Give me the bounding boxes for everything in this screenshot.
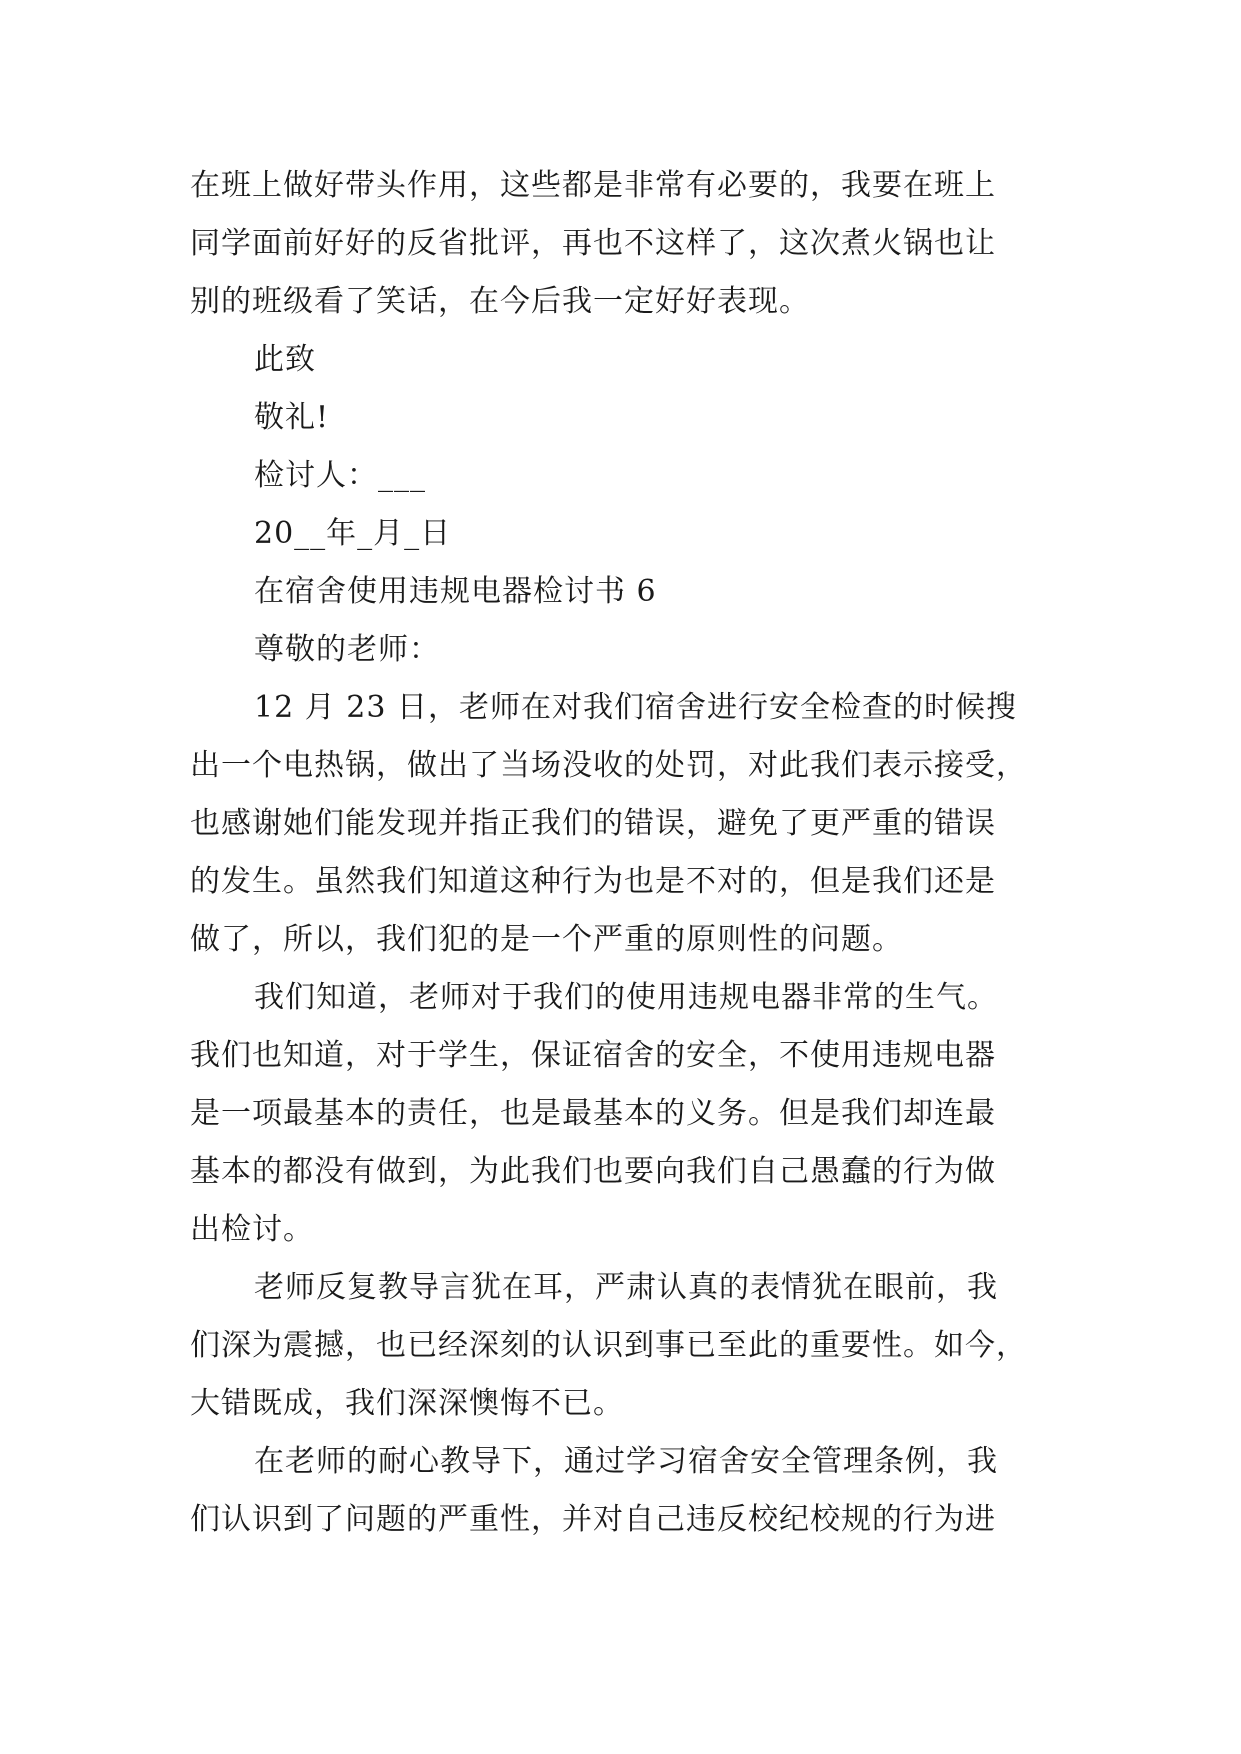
text-line: 别的班级看了笑话，在今后我一定好好表现。: [190, 284, 810, 319]
text-line: 我们知道，老师对于我们的使用违规电器非常的生气。: [254, 980, 998, 1015]
signature-line: 检讨人：___: [254, 458, 426, 493]
text-line: 在班上做好带头作用，这些都是非常有必要的，我要在班上: [190, 168, 996, 203]
text-line: 同学面前好好的反省批评，再也不这样了，这次煮火锅也让: [190, 226, 996, 261]
text-line: 基本的都没有做到，为此我们也要向我们自己愚蠢的行为做: [190, 1154, 996, 1189]
text-line: 做了，所以，我们犯的是一个严重的原则性的问题。: [190, 922, 903, 957]
text-line: 老师反复教导言犹在耳，严肃认真的表情犹在眼前，我: [254, 1270, 998, 1305]
closing-regards: 敬礼!: [254, 400, 330, 435]
closing-salutation: 此致: [254, 342, 316, 377]
text-line: 我们也知道，对于学生，保证宿舍的安全，不使用违规电器: [190, 1038, 996, 1073]
text-line: 在老师的耐心教导下，通过学习宿舍安全管理条例，我: [254, 1444, 998, 1479]
text-line: 出一个电热锅，做出了当场没收的处罚，对此我们表示接受，: [190, 748, 1027, 783]
text-line: 也感谢她们能发现并指正我们的错误，避免了更严重的错误: [190, 806, 996, 841]
greeting: 尊敬的老师：: [254, 632, 440, 667]
text-line: 大错既成，我们深深懊悔不已。: [190, 1386, 624, 1421]
text-line: 们深为震撼，也已经深刻的认识到事已至此的重要性。如今，: [190, 1328, 1027, 1363]
text-line: 12 月 23 日，老师在对我们宿舍进行安全检查的时候搜: [254, 690, 1017, 725]
section-title: 在宿舍使用违规电器检讨书 6: [254, 574, 657, 609]
text-line: 们认识到了问题的严重性，并对自己违反校纪校规的行为进: [190, 1502, 996, 1537]
text-line: 出检讨。: [190, 1212, 314, 1247]
text-line: 的发生。虽然我们知道这种行为也是不对的，但是我们还是: [190, 864, 996, 899]
text-line: 是一项最基本的责任，也是最基本的义务。但是我们却连最: [190, 1096, 996, 1131]
date-line: 20__年_月_日: [254, 516, 452, 551]
